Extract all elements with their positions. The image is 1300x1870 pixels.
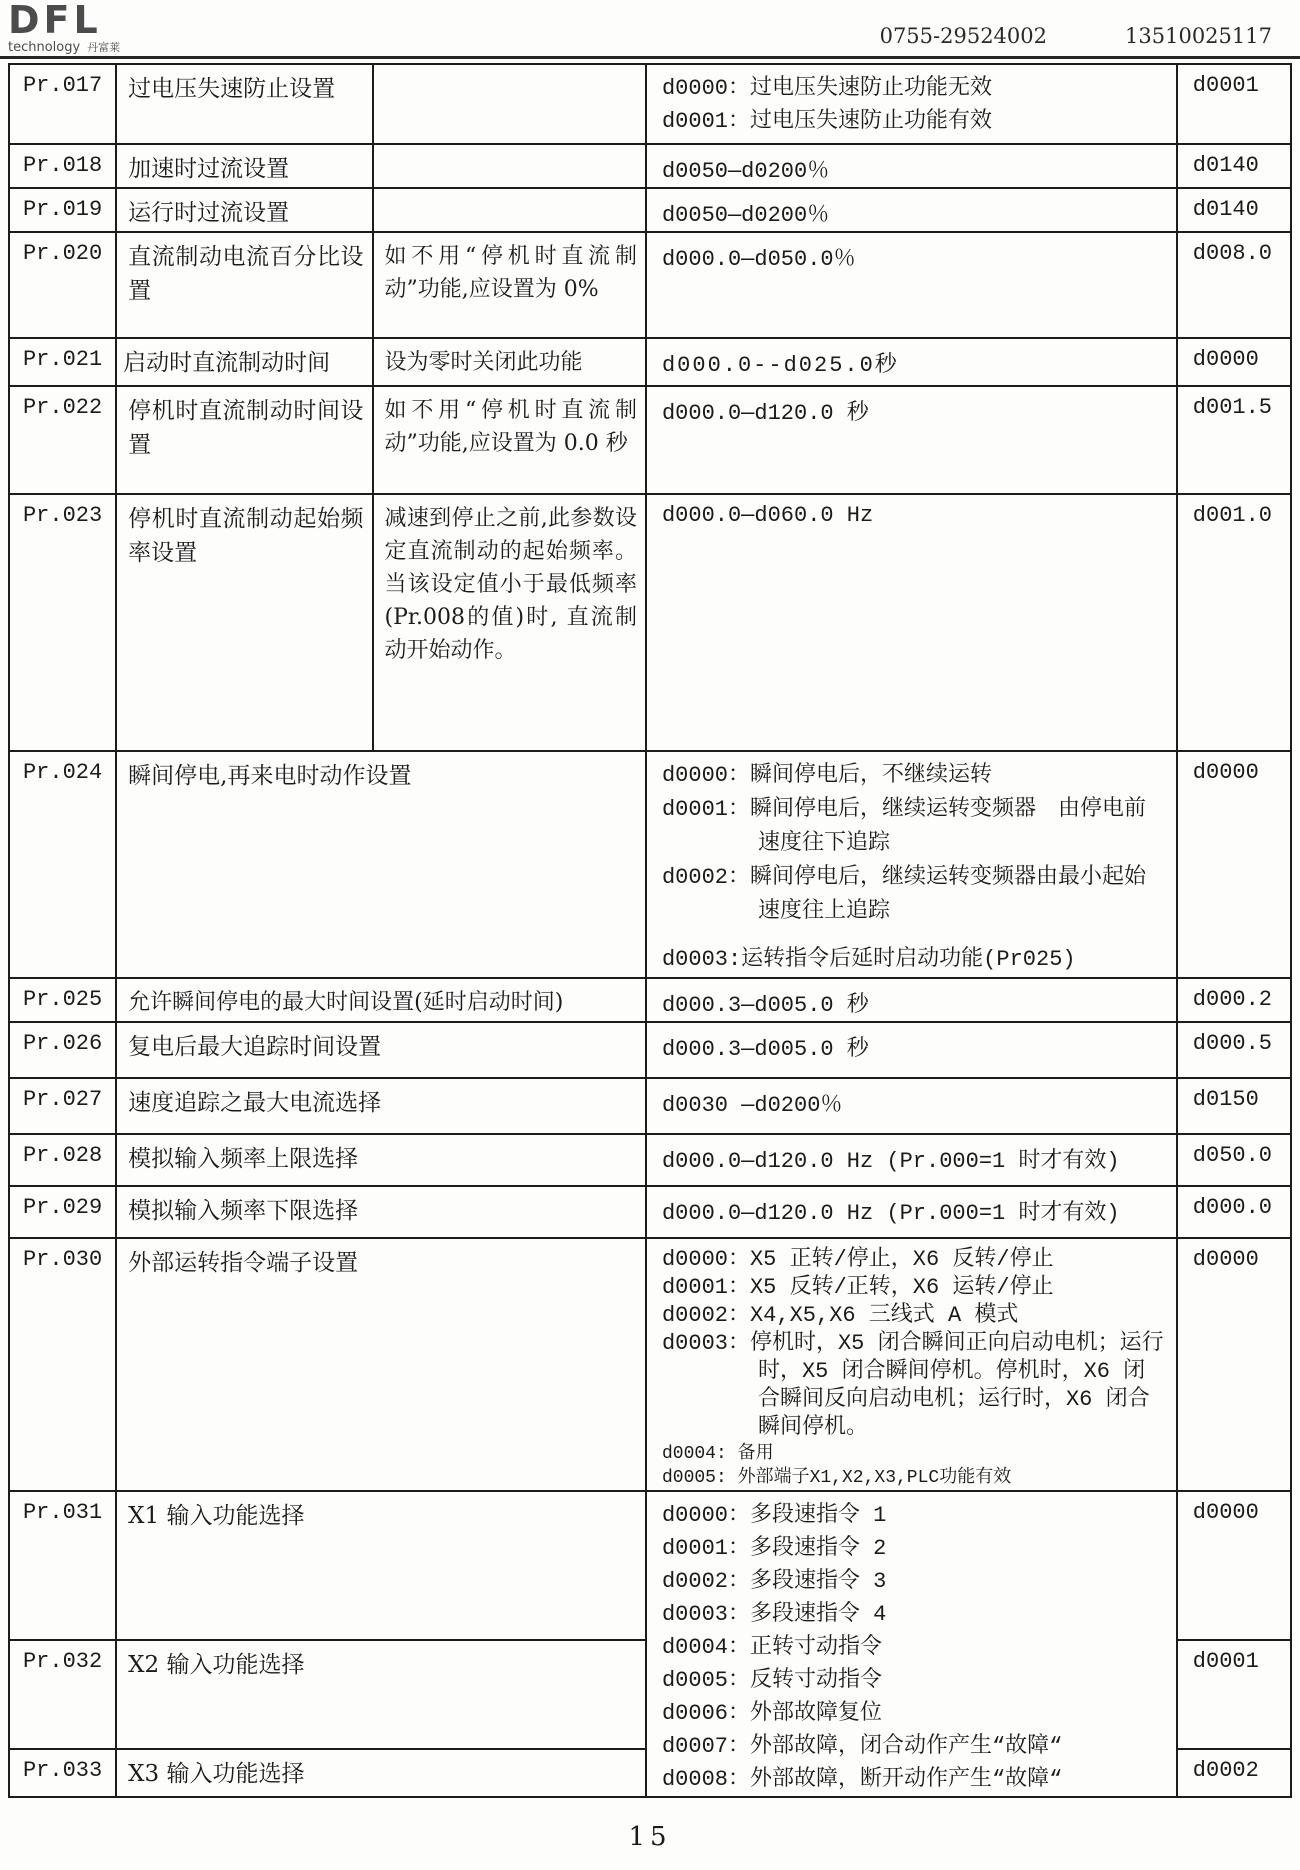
param-row-pr026: [9, 1022, 1291, 1078]
param-row-pr022: [9, 386, 1291, 494]
param-id-cell: Pr.019: [9, 188, 116, 232]
param-name-cell: 瞬间停电,再来电时动作设置: [116, 751, 646, 978]
param-range-cell: d0030 —d0200％: [646, 1078, 1177, 1134]
param-id-cell: Pr.030: [9, 1238, 116, 1491]
logo-text: DFL: [8, 0, 102, 42]
param-default-cell: d0000: [1177, 751, 1291, 978]
param-row-pr031: [9, 1491, 1291, 1640]
option-line: d0000：瞬间停电后，不继续运转: [661, 763, 992, 788]
option-line: d0002：瞬间停电后，继续运转变频器由最小起始速度往上追踪: [661, 865, 1146, 924]
param-id-cell: Pr.022: [9, 386, 116, 494]
param-default-cell: d0001: [1177, 1640, 1291, 1749]
param-name-cell: 停机时直流制动起始频率设置: [116, 494, 372, 751]
x-input-options-cell: [646, 1491, 1177, 1797]
param-range-cell: d0050—d0200％: [646, 188, 1177, 232]
param-options-cell: [646, 64, 1177, 144]
page-header: [0, 0, 1300, 56]
phone-number-1: 0755-29524002: [879, 24, 1048, 48]
param-id-cell: Pr.027: [9, 1078, 116, 1134]
param-default-cell: d0000: [1177, 1238, 1291, 1491]
param-name-cell: 允许瞬间停电的最大时间设置(延时启动时间): [116, 978, 646, 1022]
param-name-cell: 启动时直流制动时间: [116, 338, 372, 386]
param-id-cell: Pr.025: [9, 978, 116, 1022]
param-id-cell: Pr.023: [9, 494, 116, 751]
param-default-cell: d0150: [1177, 1078, 1291, 1134]
param-default-cell: d0140: [1177, 188, 1291, 232]
option-line: d0003：多段速指令 4: [661, 1602, 887, 1627]
param-row-pr018: [9, 144, 1291, 188]
option-line-small: d0004: 备用: [661, 1444, 774, 1464]
param-note-cell: [373, 64, 646, 144]
page-footer: [0, 1822, 1300, 1852]
param-name-cell: 过电压失速防止设置: [116, 64, 372, 144]
param-name-cell: X3 输入功能选择: [116, 1749, 646, 1797]
option-line: d0000：X5 正转/停止，X6 反转/停止: [661, 1247, 1054, 1272]
option-line: d0001：多段速指令 2: [661, 1536, 887, 1561]
param-note-cell: 如不用“停机时直流制动”功能,应设置为 0%: [373, 232, 646, 338]
param-range-cell: d000.0—d120.0 秒: [646, 386, 1177, 494]
phone-number-2: 13510025117: [1125, 24, 1272, 48]
param-default-cell: d0000: [1177, 1491, 1291, 1640]
option-line: d0001：过电压失速防止功能有效: [661, 109, 992, 134]
param-range-cell: d000.0—d060.0 Hz: [646, 494, 1177, 751]
logo-subtitle: technology: [8, 40, 81, 55]
option-line: d0004：正转寸动指令: [661, 1635, 882, 1660]
company-logo: [8, 2, 120, 55]
param-default-cell: d0000: [1177, 338, 1291, 386]
option-line: d0000：多段速指令 1: [661, 1503, 887, 1528]
param-name-cell: 停机时直流制动时间设置: [116, 386, 372, 494]
param-default-cell: d008.0: [1177, 232, 1291, 338]
param-name-cell: X1 输入功能选择: [116, 1491, 646, 1640]
param-note-cell: [373, 144, 646, 188]
param-default-cell: d0140: [1177, 144, 1291, 188]
param-id-cell: Pr.031: [9, 1491, 116, 1640]
param-name-cell: 直流制动电流百分比设置: [116, 232, 372, 338]
param-name-cell: 模拟输入频率上限选择: [116, 1134, 646, 1186]
param-note-cell: 减速到停止之前,此参数设定直流制动的起始频率。当该设定值小于最低频率(Pr.008的值)时, 直流制动开始动作。: [373, 494, 646, 751]
param-name-cell: 模拟输入频率下限选择: [116, 1186, 646, 1238]
param-name-cell: 加速时过流设置: [116, 144, 372, 188]
param-row-pr019: [9, 188, 1291, 232]
param-note-cell: 如不用“停机时直流制动”功能,应设置为 0.0 秒: [373, 386, 646, 494]
param-id-cell: Pr.026: [9, 1022, 116, 1078]
param-id-cell: Pr.021: [9, 338, 116, 386]
param-range-cell: d000.0--d025.0秒: [646, 338, 1177, 386]
param-name-cell: 速度追踪之最大电流选择: [116, 1078, 646, 1134]
option-line: d0001：X5 反转/正转，X6 运转/停止: [661, 1275, 1054, 1300]
param-default-cell: d0002: [1177, 1749, 1291, 1797]
param-default-cell: d000.2: [1177, 978, 1291, 1022]
logo-chinese-name: 丹富莱: [87, 41, 121, 54]
param-name-cell: 运行时过流设置: [116, 188, 372, 232]
param-options-cell: [646, 1238, 1177, 1491]
param-id-cell: Pr.020: [9, 232, 116, 338]
option-line: d0006：外部故障复位: [661, 1701, 882, 1726]
param-default-cell: d001.5: [1177, 386, 1291, 494]
param-row-pr017: [9, 64, 1291, 144]
param-row-pr030: [9, 1238, 1291, 1491]
option-line: d0005：反转寸动指令: [661, 1668, 882, 1693]
option-line: d0007：外部故障，闭合动作产生“故障“: [661, 1734, 1063, 1759]
param-id-cell: Pr.029: [9, 1186, 116, 1238]
contact-phones: [880, 24, 1272, 48]
param-row-pr023: [9, 494, 1291, 751]
param-range-cell: d000.0—d120.0 Hz (Pr.000=1 时才有效): [646, 1134, 1177, 1186]
page-number: 15: [628, 1822, 672, 1852]
option-line: d0002：多段速指令 3: [661, 1569, 887, 1594]
option-line: d0002：X4,X5,X6 三线式 A 模式: [661, 1303, 1019, 1328]
header-divider: [0, 56, 1300, 59]
param-range-cell: d000.0—d050.0％: [646, 232, 1177, 338]
param-default-cell: d001.0: [1177, 494, 1291, 751]
param-default-cell: d050.0: [1177, 1134, 1291, 1186]
param-row-pr029: [9, 1186, 1291, 1238]
param-id-cell: Pr.033: [9, 1749, 116, 1797]
param-id-cell: Pr.018: [9, 144, 116, 188]
param-range-cell: d000.3—d005.0 秒: [646, 978, 1177, 1022]
param-options-cell: [646, 751, 1177, 978]
param-name-cell: X2 输入功能选择: [116, 1640, 646, 1749]
param-id-cell: Pr.028: [9, 1134, 116, 1186]
param-default-cell: d0001: [1177, 64, 1291, 144]
option-line: d0003：停机时，X5 闭合瞬间正向启动电机；运行时，X5 闭合瞬间停机。停机时，X6 闭合瞬间反向启动电机；运行时，X6 闭合瞬间停机。: [661, 1331, 1164, 1440]
param-row-pr028: [9, 1134, 1291, 1186]
parameter-table: [8, 63, 1292, 1798]
param-note-cell: [373, 188, 646, 232]
option-line-small: d0005: 外部端子X1,X2,X3,PLC功能有效: [661, 1468, 1012, 1488]
param-row-pr021: [9, 338, 1291, 386]
param-row-pr024: [9, 751, 1291, 978]
option-line: d0000：过电压失速防止功能无效: [661, 76, 992, 101]
param-row-pr025: [9, 978, 1291, 1022]
option-line: d0003:运转指令后延时启动功能(Pr025): [661, 947, 1076, 972]
param-note-cell: 设为零时关闭此功能: [373, 338, 646, 386]
param-range-cell: d000.3—d005.0 秒: [646, 1022, 1177, 1078]
param-row-pr020: [9, 232, 1291, 338]
param-range-cell: d000.0—d120.0 Hz (Pr.000=1 时才有效): [646, 1186, 1177, 1238]
param-id-cell: Pr.017: [9, 64, 116, 144]
param-name-cell: 外部运转指令端子设置: [116, 1238, 646, 1491]
param-range-cell: d0050—d0200％: [646, 144, 1177, 188]
param-id-cell: Pr.024: [9, 751, 116, 978]
option-line: d0008：外部故障，断开动作产生“故障“: [661, 1767, 1063, 1792]
param-id-cell: Pr.032: [9, 1640, 116, 1749]
option-line: d0001：瞬间停电后，继续运转变频器 由停电前速度往下追踪: [661, 797, 1146, 856]
param-default-cell: d000.0: [1177, 1186, 1291, 1238]
param-row-pr027: [9, 1078, 1291, 1134]
param-default-cell: d000.5: [1177, 1022, 1291, 1078]
param-name-cell: 复电后最大追踪时间设置: [116, 1022, 646, 1078]
